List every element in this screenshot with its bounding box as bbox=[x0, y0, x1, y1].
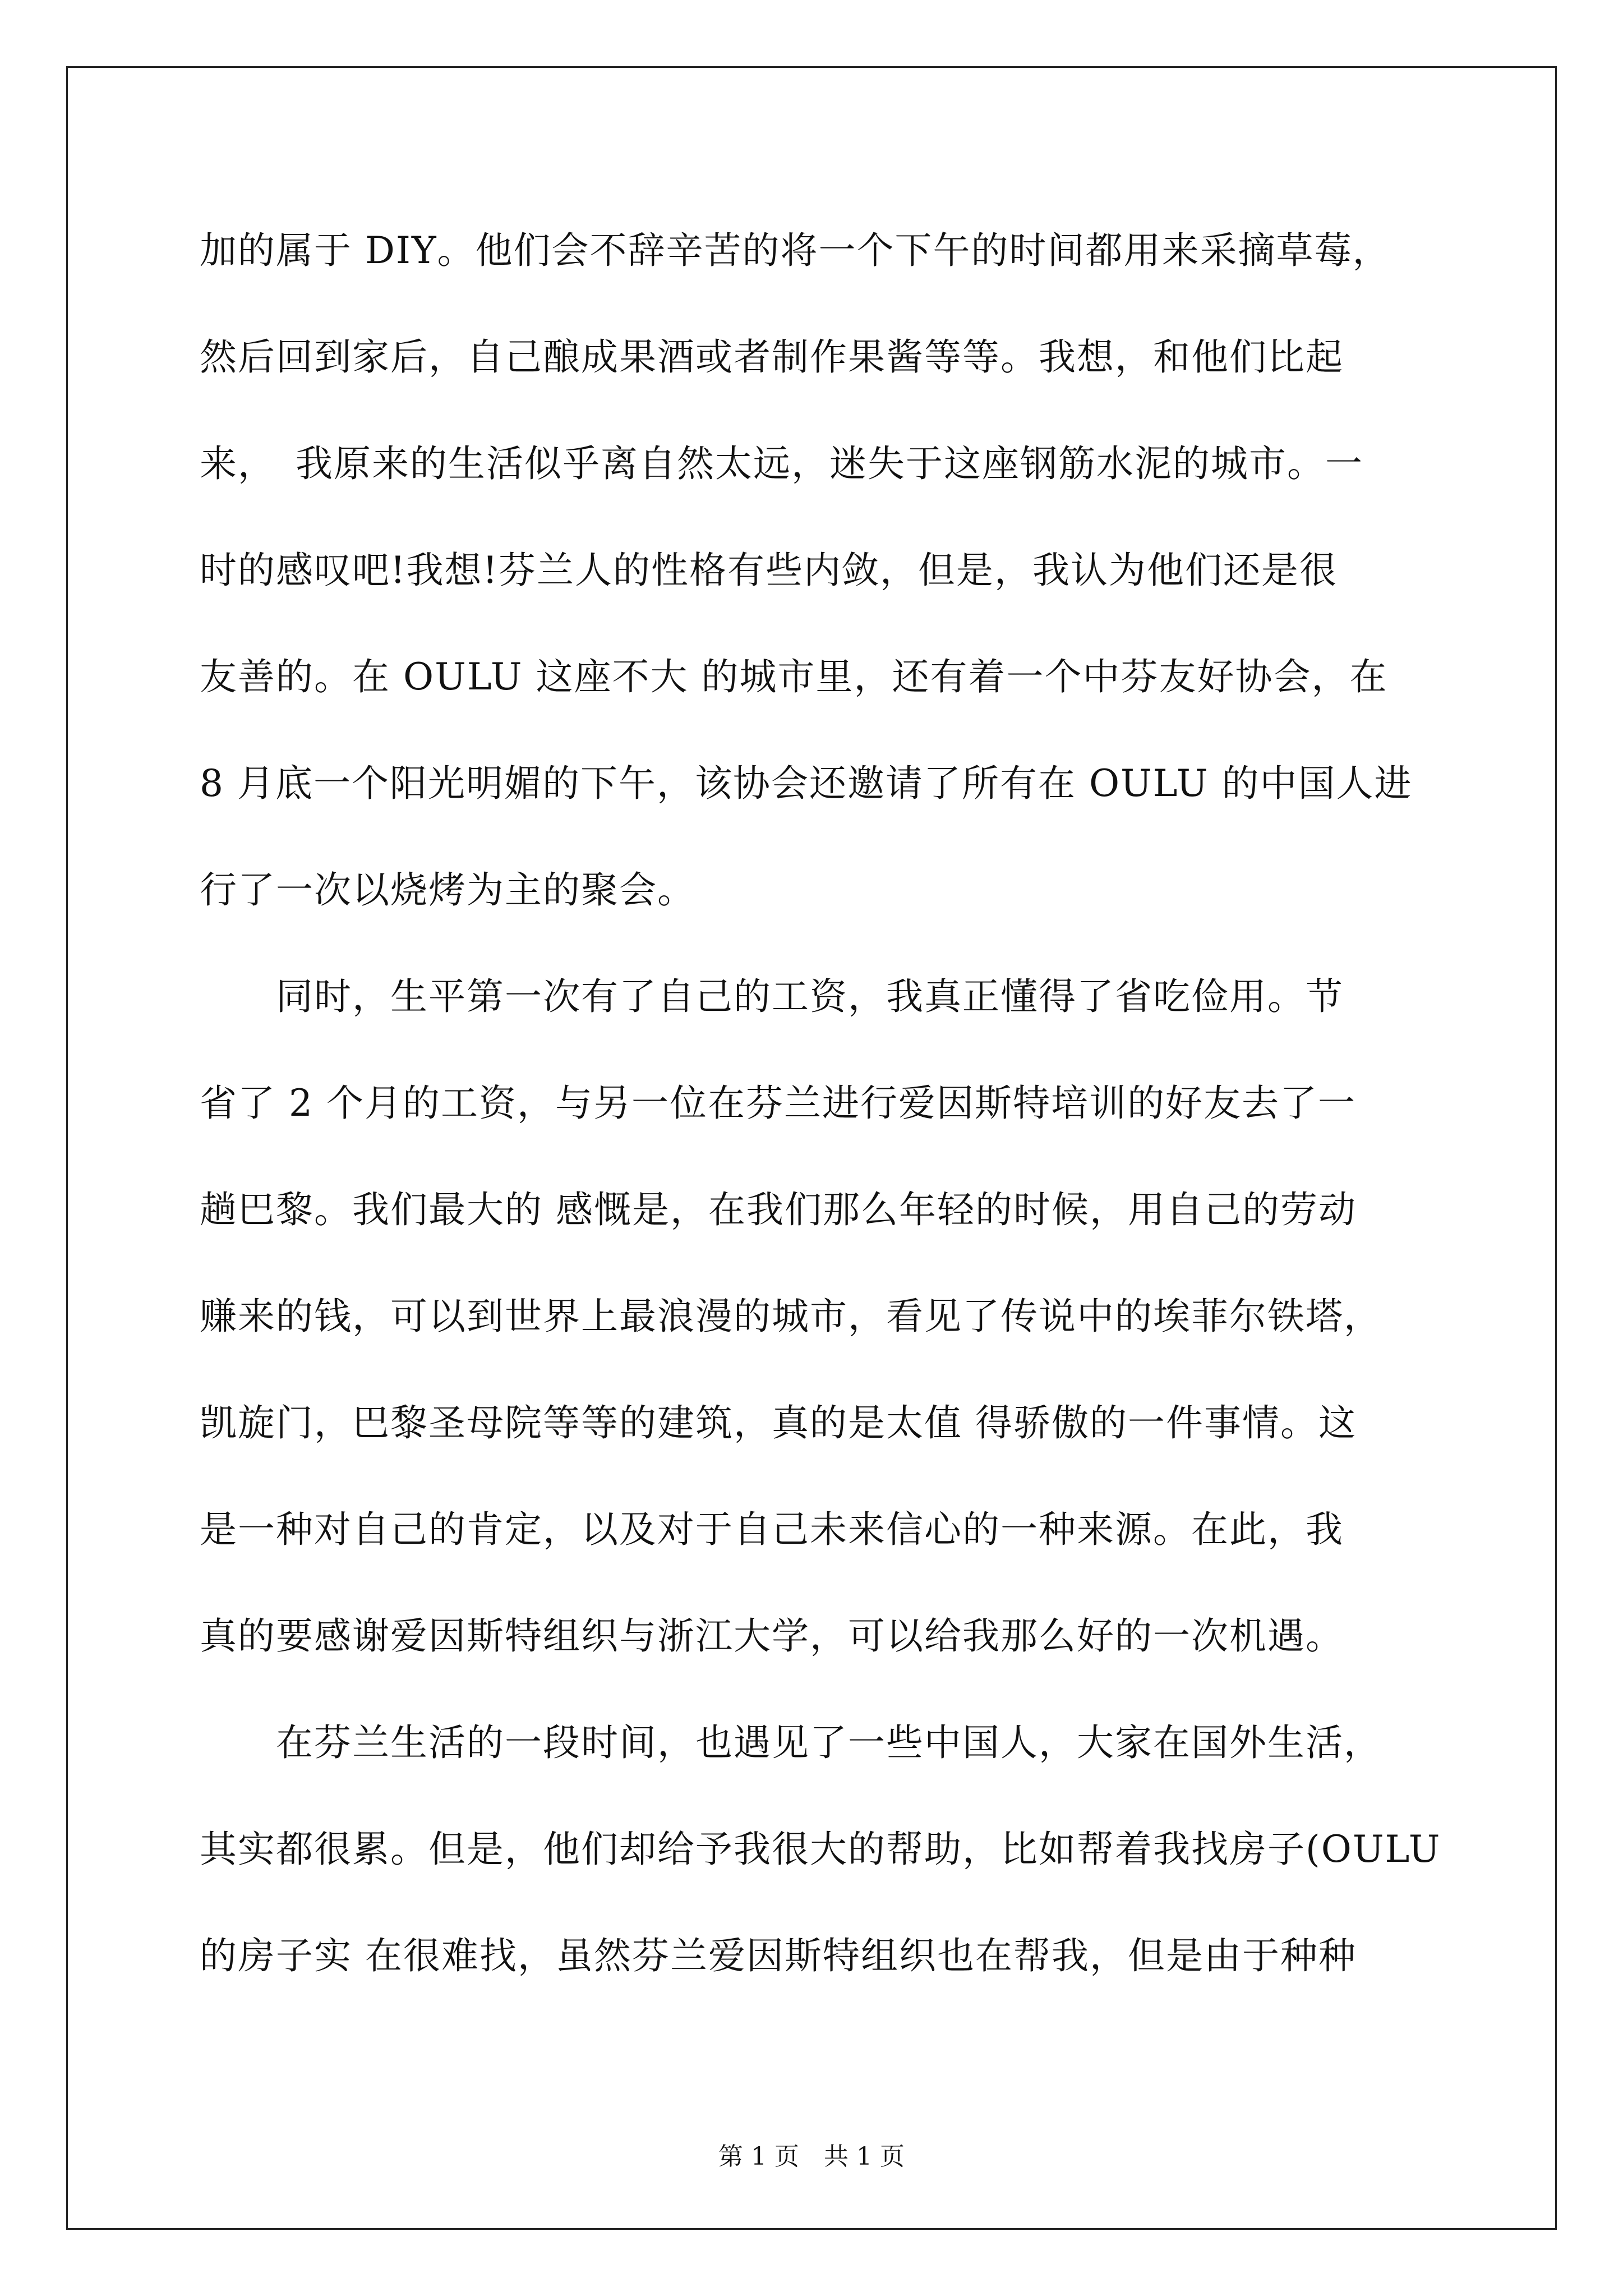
page-border bbox=[66, 66, 1557, 2230]
text-line: 真的要感谢爱因斯特组织与浙江大学，可以给我那么好的一次机遇。 bbox=[200, 1614, 1344, 1658]
text-line: 其实都很累。但是，他们却给予我很大的帮助，比如帮着我找房子(OULU bbox=[200, 1828, 1441, 1871]
page-footer: 第 1 页 共 1 页 bbox=[718, 2142, 905, 2171]
text-line: 凯旋门，巴黎圣母院等等的建筑，真的是太值 得骄傲的一件事情。这 bbox=[200, 1401, 1357, 1444]
text-line: 同时，生平第一次有了自己的工资，我真正懂得了省吃俭用。节 bbox=[200, 975, 1344, 1018]
text-line: 然后回到家后，自己酿成果酒或者制作果酱等等。我想，和他们比起 bbox=[200, 335, 1344, 379]
text-line: 的房子实 在很难找，虽然芬兰爱因斯特组织也在帮我，但是由于种种 bbox=[200, 1934, 1357, 1977]
text-line: 趟巴黎。我们最大的 感慨是，在我们那么年轻的时候，用自己的劳动 bbox=[200, 1188, 1357, 1231]
text-line: 友善的。在 OULU 这座不大 的城市里，还有着一个中芬友好协会，在 bbox=[200, 655, 1388, 698]
text-line: 来， 我原来的生活似乎离自然太远，迷失于这座钢筋水泥的城市。一 bbox=[200, 442, 1363, 485]
text-line: 赚来的钱，可以到世界上最浪漫的城市，看见了传说中的埃菲尔铁塔， bbox=[200, 1295, 1382, 1338]
text-line: 加的属于 DIY。他们会不辞辛苦的将一个下午的时间都用来采摘草莓， bbox=[200, 229, 1391, 272]
text-line: 行了一次以烧烤为主的聚会。 bbox=[200, 868, 695, 912]
text-line: 是一种对自己的肯定，以及对于自己未来信心的一种来源。在此，我 bbox=[200, 1508, 1344, 1551]
text-line: 8 月底一个阳光明媚的下午，该协会还邀请了所有在 OULU 的中国人进 bbox=[200, 762, 1413, 805]
text-line: 省了 2 个月的工资，与另一位在芬兰进行爱因斯特培训的好友去了一 bbox=[200, 1082, 1356, 1125]
text-line: 时的感叹吧!我想!芬兰人的性格有些内敛，但是，我认为他们还是很 bbox=[200, 549, 1338, 592]
text-line: 在芬兰生活的一段时间，也遇见了一些中国人，大家在国外生活， bbox=[200, 1721, 1382, 1764]
